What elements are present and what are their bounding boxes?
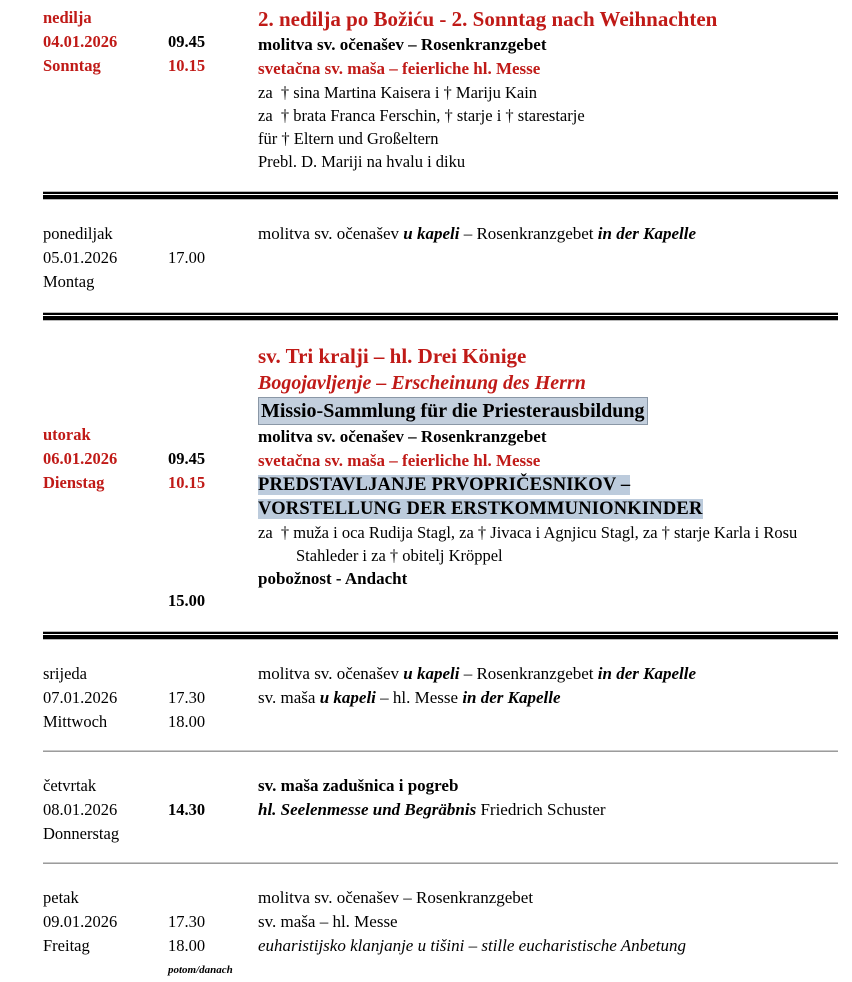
event-line: sv. maša – hl. Messe — [258, 912, 398, 931]
time-value: 14.30 — [168, 800, 206, 819]
date-column — [43, 662, 168, 734]
mass-intention: Prebl. D. Mariji na hvalu i diku — [258, 152, 466, 171]
align-spacer — [168, 343, 258, 370]
event-line: pobožnost - Andacht — [258, 569, 408, 588]
date-line: utorak — [43, 425, 91, 444]
section-divider — [0, 312, 852, 321]
date-line: 05.01.2026 — [43, 248, 118, 267]
divider-line — [43, 631, 838, 640]
highlighted-announcement-text: PREDSTAVLJANJE PRVOPRIČESNIKOV – — [258, 475, 631, 495]
event-line: molitva sv. očenašev – Rosenkranzgebet — [258, 427, 547, 446]
text-run: hl. Seelenmesse und Begräbnis — [258, 800, 477, 819]
highlighted-announcement-text: VORSTELLUNG DER ERSTKOMMUNIONKINDER — [258, 499, 703, 519]
time-column — [168, 343, 258, 613]
day-heading: 2. nedilja po Božiću - 2. Sonntag nach Weihnachten — [258, 7, 718, 31]
block-spacer — [0, 864, 852, 886]
time-value: 17.00 — [168, 248, 206, 267]
event-line: molitva sv. očenašev – Rosenkranzgebet — [258, 35, 547, 54]
date-column — [43, 6, 168, 78]
date-line: 06.01.2026 — [43, 449, 118, 468]
block-spacer — [0, 640, 852, 662]
block-spacer — [0, 321, 852, 343]
boxed-note: Missio-Sammlung für die Priesterausbildung — [258, 397, 648, 425]
time-value: 10.15 — [168, 56, 206, 75]
date-line: 09.01.2026 — [43, 912, 118, 931]
rule-spacer — [0, 294, 852, 312]
mass-intention: za † sina Martina Kaisera i † Mariju Kain — [258, 83, 538, 102]
mass-intention: Stahleder i za † obitelj Kröppel — [296, 546, 503, 565]
date-line: 07.01.2026 — [43, 688, 118, 707]
event-line: euharistijsko klanjanje u tišini – stille eucharistische Anbetung — [258, 936, 686, 955]
time-value — [168, 6, 258, 30]
align-spacer — [43, 370, 168, 397]
align-spacer — [43, 397, 168, 423]
date-column — [43, 886, 168, 958]
date-line: četvrtak — [43, 776, 97, 795]
date-column — [43, 343, 168, 495]
text-run: in der Kapelle — [597, 224, 696, 243]
event-line: svetačna sv. maša – feierliche hl. Messe — [258, 59, 541, 78]
align-spacer — [168, 370, 258, 397]
date-line: Sonntag — [43, 56, 101, 75]
time-value: 09.45 — [168, 32, 206, 51]
event-line: svetačna sv. maša – feierliche hl. Messe — [258, 451, 541, 470]
rule-spacer — [0, 846, 852, 862]
text-run: – hl. Messe — [375, 688, 463, 707]
time-column — [168, 6, 258, 78]
body-column — [258, 886, 852, 958]
day-block-thursday — [0, 752, 852, 846]
section-divider — [0, 191, 852, 200]
date-line: Montag — [43, 272, 95, 291]
boxed-note-wrapper — [258, 397, 838, 425]
text-run: in der Kapelle — [597, 664, 696, 683]
date-line: srijeda — [43, 664, 87, 683]
day-block-sunday — [0, 0, 852, 173]
time-value: potom/danach — [168, 964, 233, 976]
highlighted-announcement — [258, 473, 838, 497]
date-column — [43, 774, 168, 846]
time-value — [168, 423, 258, 447]
time-value — [168, 222, 258, 246]
text-run: u kapeli — [319, 688, 376, 707]
text-run: Friedrich Schuster — [476, 800, 606, 819]
text-run: u kapeli — [403, 664, 460, 683]
highlighted-announcement — [258, 497, 838, 521]
rule-spacer — [0, 613, 852, 631]
event-line — [258, 222, 838, 246]
time-value: 18.00 — [168, 936, 206, 955]
mass-intention: za † brata Franca Ferschin, † starje i † starestarje — [258, 106, 585, 125]
text-run: molitva sv. očenašev — [258, 224, 404, 243]
time-value: 17.30 — [168, 912, 206, 931]
mass-intention: für † Eltern und Großeltern — [258, 129, 439, 148]
divider-line — [43, 191, 838, 200]
text-run: in der Kapelle — [462, 688, 561, 707]
time-value — [168, 774, 258, 798]
align-spacer — [168, 519, 258, 543]
block-spacer — [0, 752, 852, 774]
date-line: Mittwoch — [43, 712, 108, 731]
text-run: u kapeli — [403, 224, 460, 243]
date-line: Donnerstag — [43, 824, 120, 843]
time-value: 09.45 — [168, 449, 206, 468]
time-value: 18.00 — [168, 712, 206, 731]
event-line: sv. maša zadušnica i pogreb — [258, 776, 459, 795]
day-block-monday — [0, 200, 852, 294]
date-line: petak — [43, 888, 79, 907]
time-column — [168, 662, 258, 734]
day-heading: sv. Tri kralji – hl. Drei Könige — [258, 344, 527, 368]
time-value: 17.30 — [168, 688, 206, 707]
time-value: 10.15 — [168, 473, 206, 492]
align-spacer — [168, 566, 258, 589]
date-line: 08.01.2026 — [43, 800, 118, 819]
block-spacer — [0, 200, 852, 222]
time-value — [168, 662, 258, 686]
time-column — [168, 886, 258, 982]
time-value — [168, 822, 258, 846]
text-run: – Rosenkranzgebet — [459, 224, 598, 243]
day-block-friday — [0, 864, 852, 982]
align-spacer — [168, 397, 258, 423]
mass-intention: za † muža i oca Rudija Stagl, za † Jivaca i Agnjicu Stagl, za † starje Karla i Rosu — [258, 523, 798, 542]
rule-spacer — [0, 734, 852, 750]
time-column — [168, 774, 258, 846]
date-line: ponediljak — [43, 224, 113, 243]
rule-spacer — [0, 173, 852, 191]
body-column — [258, 662, 852, 710]
date-line: Freitag — [43, 936, 90, 955]
text-run: sv. maša — [258, 688, 320, 707]
text-run: molitva sv. očenašev — [258, 664, 404, 683]
date-line: nedilja — [43, 8, 92, 27]
event-line — [258, 686, 838, 710]
day-subheading: Bogojavljenje – Erscheinung des Herrn — [258, 372, 586, 394]
align-spacer — [168, 543, 258, 566]
day-block-wednesday — [0, 640, 852, 734]
event-line: molitva sv. očenašev – Rosenkranzgebet — [258, 888, 534, 907]
date-line: 04.01.2026 — [43, 32, 118, 51]
event-line — [258, 662, 838, 686]
time-column — [168, 222, 258, 294]
time-value — [168, 886, 258, 910]
day-block-tuesday — [0, 321, 852, 613]
section-divider — [0, 631, 852, 640]
divider-line — [43, 312, 838, 321]
time-value — [168, 270, 258, 294]
align-spacer — [168, 495, 258, 519]
text-run: – Rosenkranzgebet — [459, 664, 598, 683]
time-value: 15.00 — [168, 591, 206, 610]
body-column — [258, 6, 852, 173]
date-line: Dienstag — [43, 473, 105, 492]
body-column — [258, 222, 852, 246]
align-spacer — [43, 343, 168, 370]
event-line — [258, 798, 838, 822]
body-column — [258, 343, 852, 591]
date-column — [43, 222, 168, 294]
body-column — [258, 774, 852, 822]
